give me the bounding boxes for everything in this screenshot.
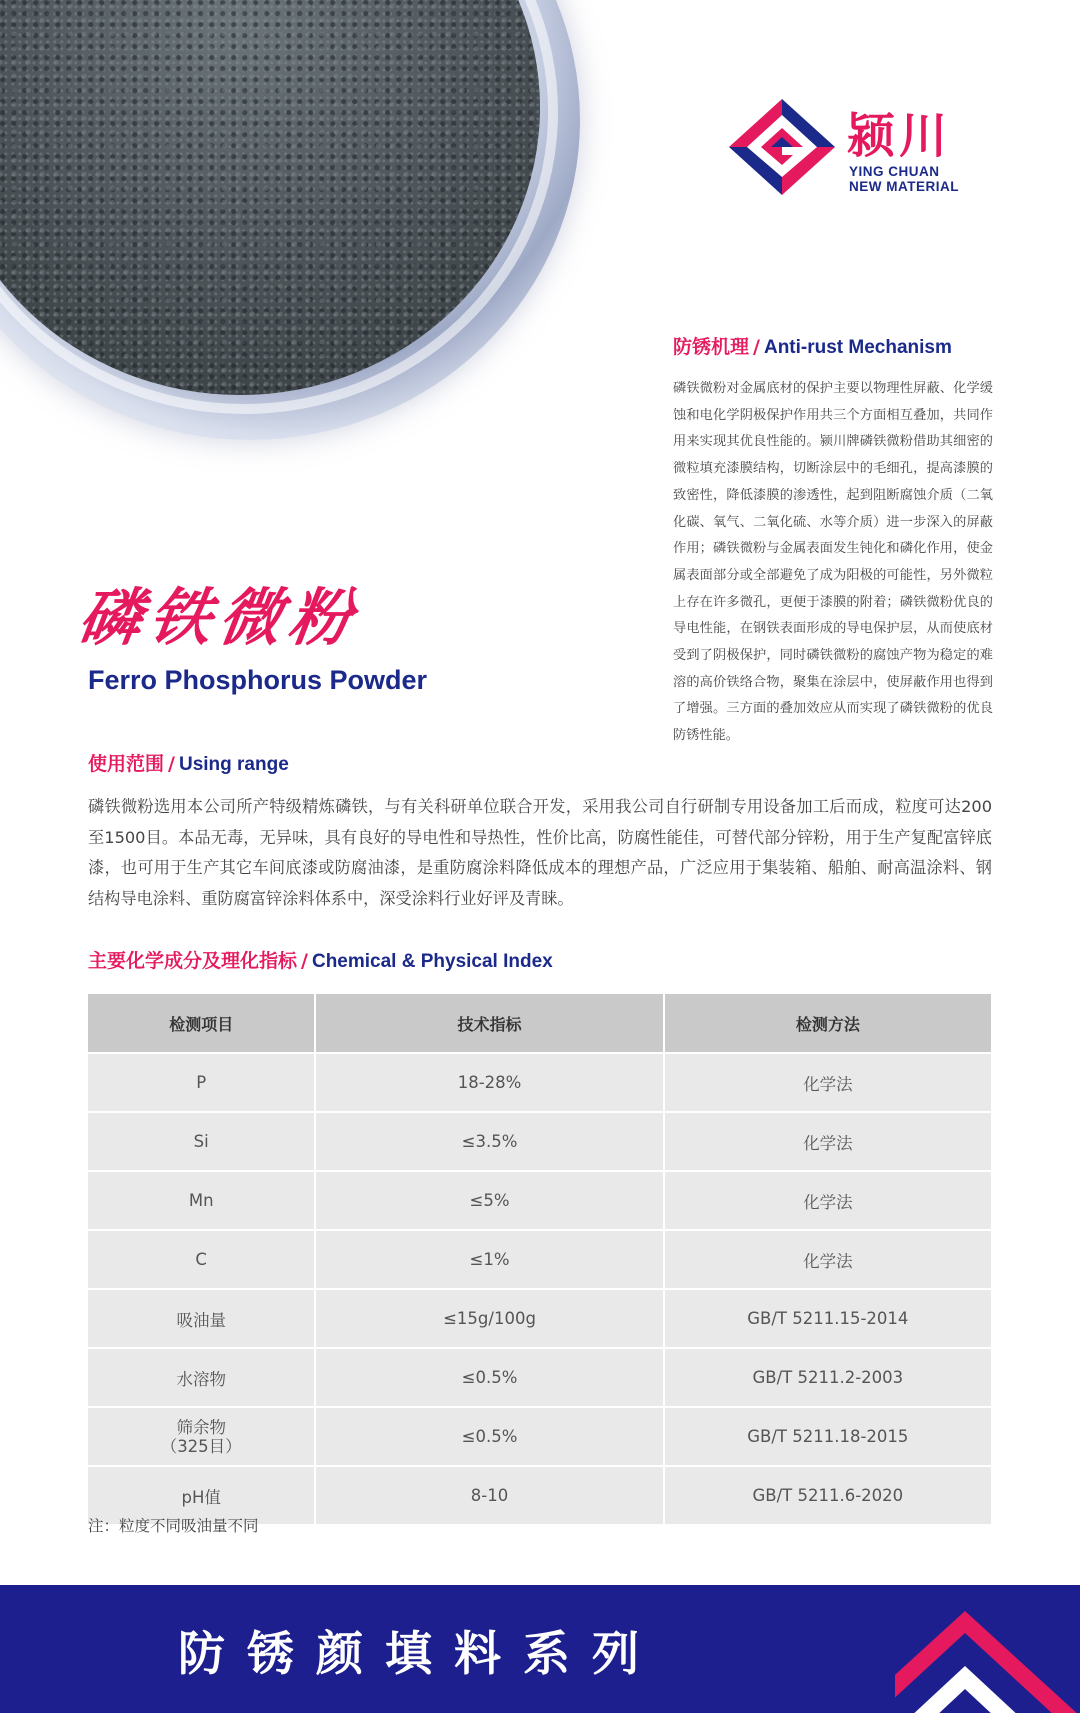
cell-item: P: [88, 1053, 315, 1112]
usage-text: 磷铁微粉选用本公司所产特级精炼磷铁，与有关科研单位联合开发，采用我公司自行研制专用设备加工后而成，粒度可达200至1500目。本品无毒，无异味，具有良好的导电性和导热性，性价比高，防腐性能佳，可替代部分锌粉，用于生产复配富锌底漆，也可用于生产其它车间底漆或防腐油漆，是重防腐涂料降低成本的理想产品，广泛应用于集装箱、船舶、耐高温涂料、钢结构导电涂料、重防腐富锌涂料体系中，深受涂料行业好评及青睐。: [88, 797, 992, 908]
cell-method: 化学法: [664, 1053, 991, 1112]
cell-spec: 8-10: [315, 1466, 663, 1524]
usage-heading-cn: 使用范围: [88, 753, 165, 775]
mechanism-text: 磷铁微粉对金属底材的保护主要以物理性屏蔽、化学缓蚀和电化学阴极保护作用共三个方面相互叠加，共同作用来实现其优良性能的。颍川牌磷铁微粉借助其细密的微粒填充漆膜结构，切断涂层中的毛细孔，提高漆膜的致密性，降低漆膜的渗透性，起到阻断腐蚀介质（二氧化碳、氧气、二氧化硫、水等介质）进一步深入的屏蔽作用；磷铁微粉与金属表面发生钝化和磷化作用，使金属表面部分或全部避免了成为阳极的可能性，另外微粒上存在许多微孔，更便于漆膜的附着；磷铁微粉优良的导电性能，在钢铁表面形成的导电保护层，从而使底材受到了阴极保护，同时磷铁微粉的腐蚀产物为稳定的难溶的高价铁络合物，聚集在涂层中，使屏蔽作用也得到了增强。三方面的叠加效应从而实现了磷铁微粉的优良防锈性能。: [673, 381, 993, 744]
table-row: [88, 1112, 991, 1171]
table-row: [88, 1171, 991, 1230]
table-note: 注：粒度不同吸油量不同: [88, 1517, 259, 1535]
cell-item: Si: [88, 1112, 315, 1171]
mechanism-heading-en: Anti-rust Mechanism: [763, 337, 952, 358]
cell-spec: ≤0.5%: [315, 1348, 663, 1407]
cell-method: 化学法: [664, 1230, 991, 1289]
cell-item: 水溶物: [88, 1348, 315, 1407]
heading-separator: /: [301, 950, 308, 972]
cell-spec: ≤15g/100g: [315, 1289, 663, 1348]
table-row: [88, 1407, 991, 1466]
logo-chevron-icon: [895, 1611, 1080, 1713]
table-row: [88, 1289, 991, 1348]
cell-spec: ≤5%: [315, 1171, 663, 1230]
brand-tagline: NEW MATERIAL: [849, 179, 959, 194]
table-header-row: [88, 994, 991, 1053]
brand-logo: [727, 97, 997, 197]
table-row: [88, 1230, 991, 1289]
product-title-en: Ferro Phosphorus Powder: [88, 665, 428, 695]
cell-spec: ≤1%: [315, 1230, 663, 1289]
mechanism-heading-cn: 防锈机理: [673, 336, 750, 358]
cell-method: GB/T 5211.15-2014: [664, 1289, 991, 1348]
cell-method: GB/T 5211.2-2003: [664, 1348, 991, 1407]
cell-method: GB/T 5211.6-2020: [664, 1466, 991, 1524]
index-heading: [88, 946, 553, 973]
brand-name-en: YING CHUAN: [849, 164, 940, 179]
series-title: 防锈颜填料系列: [178, 1627, 661, 1682]
column-header-spec: 技术指标: [315, 994, 663, 1053]
footer-band: [0, 1585, 1080, 1713]
index-table: [88, 994, 991, 1524]
index-heading-cn: 主要化学成分及理化指标: [88, 950, 298, 972]
table-row: [88, 1348, 991, 1407]
cell-item: pH值: [88, 1466, 315, 1524]
cell-spec: ≤3.5%: [315, 1112, 663, 1171]
brand-name-cn: 颍川: [847, 108, 952, 164]
logo-mark-icon: [727, 97, 837, 197]
heading-separator: /: [168, 753, 175, 775]
cell-method: GB/T 5211.18-2015: [664, 1407, 991, 1466]
cell-item-line2: （325目）: [160, 1436, 242, 1456]
cell-item-line1: 筛余物: [176, 1417, 226, 1437]
product-title-cn: 磷铁微粉: [74, 581, 365, 654]
cell-item: Mn: [88, 1171, 315, 1230]
usage-heading: [88, 749, 289, 776]
index-heading-en: Chemical & Physical Index: [311, 951, 553, 972]
heading-separator: /: [753, 336, 760, 358]
column-header-item: 检测项目: [88, 994, 315, 1053]
usage-heading-en: Using range: [178, 754, 289, 775]
cell-method: 化学法: [664, 1171, 991, 1230]
cell-item: 吸油量: [88, 1289, 315, 1348]
cell-item: [88, 1407, 315, 1466]
table-row: [88, 1053, 991, 1112]
cell-item: C: [88, 1230, 315, 1289]
cell-method: 化学法: [664, 1112, 991, 1171]
cell-spec: ≤0.5%: [315, 1407, 663, 1466]
mechanism-heading: [673, 332, 952, 359]
column-header-method: 检测方法: [664, 994, 991, 1053]
cell-spec: 18-28%: [315, 1053, 663, 1112]
